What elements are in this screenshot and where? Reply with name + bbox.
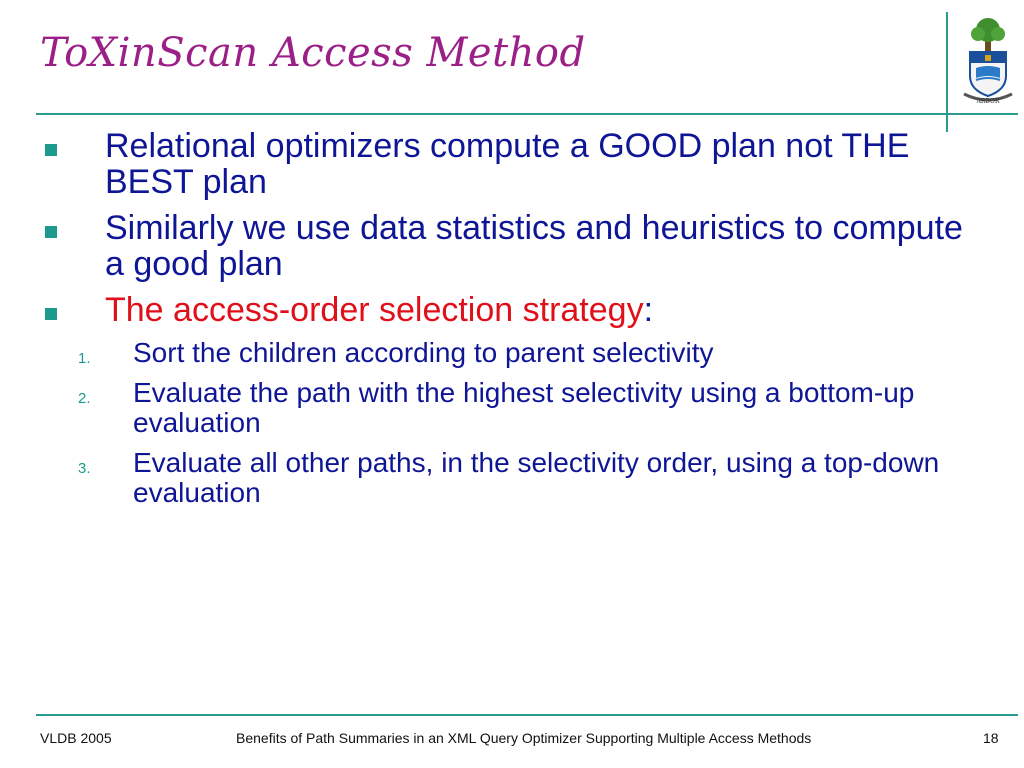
slide-title: ToXinScan Access Method [40,30,586,76]
bullet-item [40,292,980,328]
bullet-highlight-text: The access-order selection strategy [105,291,644,329]
step-text: Evaluate all other paths, in the selectivity order, using a top-down evaluation [133,447,940,508]
bullet-item [40,128,980,200]
step-item [40,338,980,368]
slide-body [40,128,980,518]
title-divider [36,113,1018,115]
step-item [40,448,980,508]
university-crest-icon [958,16,1018,106]
footer-paper-title: Benefits of Path Summaries in an XML Query Optimizer Supporting Multiple Access Methods [236,730,812,746]
bullet-suffix: : [643,291,654,329]
step-text: Sort the children according to parent selectivity [133,337,714,368]
footer-page-number: 18 [983,730,999,746]
square-bullet-icon [45,226,57,238]
step-number: 2. [78,390,91,407]
square-bullet-icon [45,144,57,156]
crest-motto: ARBOR [976,98,1000,105]
step-text: Evaluate the path with the highest selectivity using a bottom-up evaluation [133,377,915,438]
bullet-text: Relational optimizers compute a GOOD plan not THE BEST plan [105,127,910,201]
bullet-text: Similarly we use data statistics and heuristics to compute a good plan [105,209,963,283]
footer-divider [36,714,1018,716]
step-item [40,378,980,438]
step-number: 3. [78,460,91,477]
footer-conference: VLDB 2005 [40,730,112,746]
bullet-item [40,210,980,282]
step-number: 1. [78,350,91,367]
square-bullet-icon [45,308,57,320]
